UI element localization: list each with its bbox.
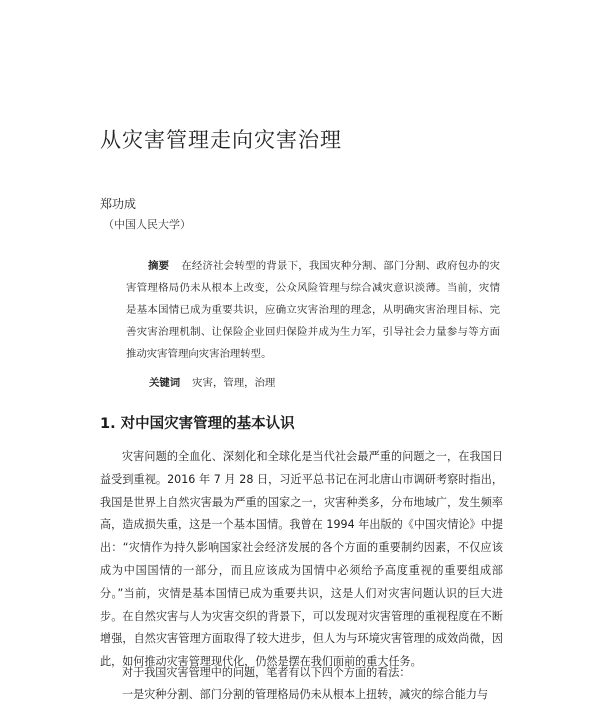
article-title: 从灾害管理走向灾害治理 [100, 128, 342, 152]
author-affiliation: （中国人民大学） [103, 218, 191, 231]
body-paragraph-1: 灾害问题的全血化、深刻化和全球化是当代社会最严重的问题之一，在我国日益受到重视。2016 年 7 月 28 日，习近平总书记在河北唐山市调研考察时指出，我国是世界上自然灾害最为严重的国家之一，灾害种类多，分布地域广，发生频率高，造成损失重，这是一个基本国情。我曾在 1994 年出版的《中国灾情论》中提出：“灾情作为持久影响国家社会经济发展的各个方面的重要制约因素，不仅应该成为中国国情的一部分，而且应该成为国情中必须给予高度重视的重要组成部分。”当前，灾情是基本国情已成为重要共识，这是人们对灾害问题认识的巨大进步。在自然灾害与人为灾害交织的背景下，可以发现对灾害管理的重视程度在不断增强，自然灾害管理方面取得了较大进步，但人为与环境灾害管理的成效尚微，因此，如何推动灾害管理现代化，仍然是摆在我们面前的重大任务。 [100, 450, 503, 669]
section-heading: 1. 对中国灾害管理的基本认识 [100, 416, 295, 432]
body-paragraph-2: 对于我国灾害管理中的问题，笔者有以下四个方面的看法： [122, 666, 411, 679]
keywords-label: 关键词 [149, 377, 181, 389]
keywords-line [149, 374, 275, 389]
keywords-text: 灾害，管理，治理 [192, 377, 276, 389]
abstract-text: 在经济社会转型的背景下，我国灾种分割、部门分割、政府包办的灾害管理格局仍未从根本上改变，公众风险管理与综合减灾意识淡薄。当前，灾情是基本国情已成为重要共识，应确立灾害治理的理念，从明确灾害治理目标、完善灾害治理机制、让保险企业回归保险并成为生力军，引导社会力量参与等方面推动灾害管理向灾害治理转型。 [126, 260, 500, 360]
body-paragraph-3: 一是灾种分割、部门分割的管理格局仍未从根本上扭转，减灾的综合能力与 [122, 688, 489, 701]
author-name: 郑功成 [100, 197, 137, 211]
abstract-block [126, 255, 500, 365]
abstract-label: 摘要 [148, 260, 170, 272]
